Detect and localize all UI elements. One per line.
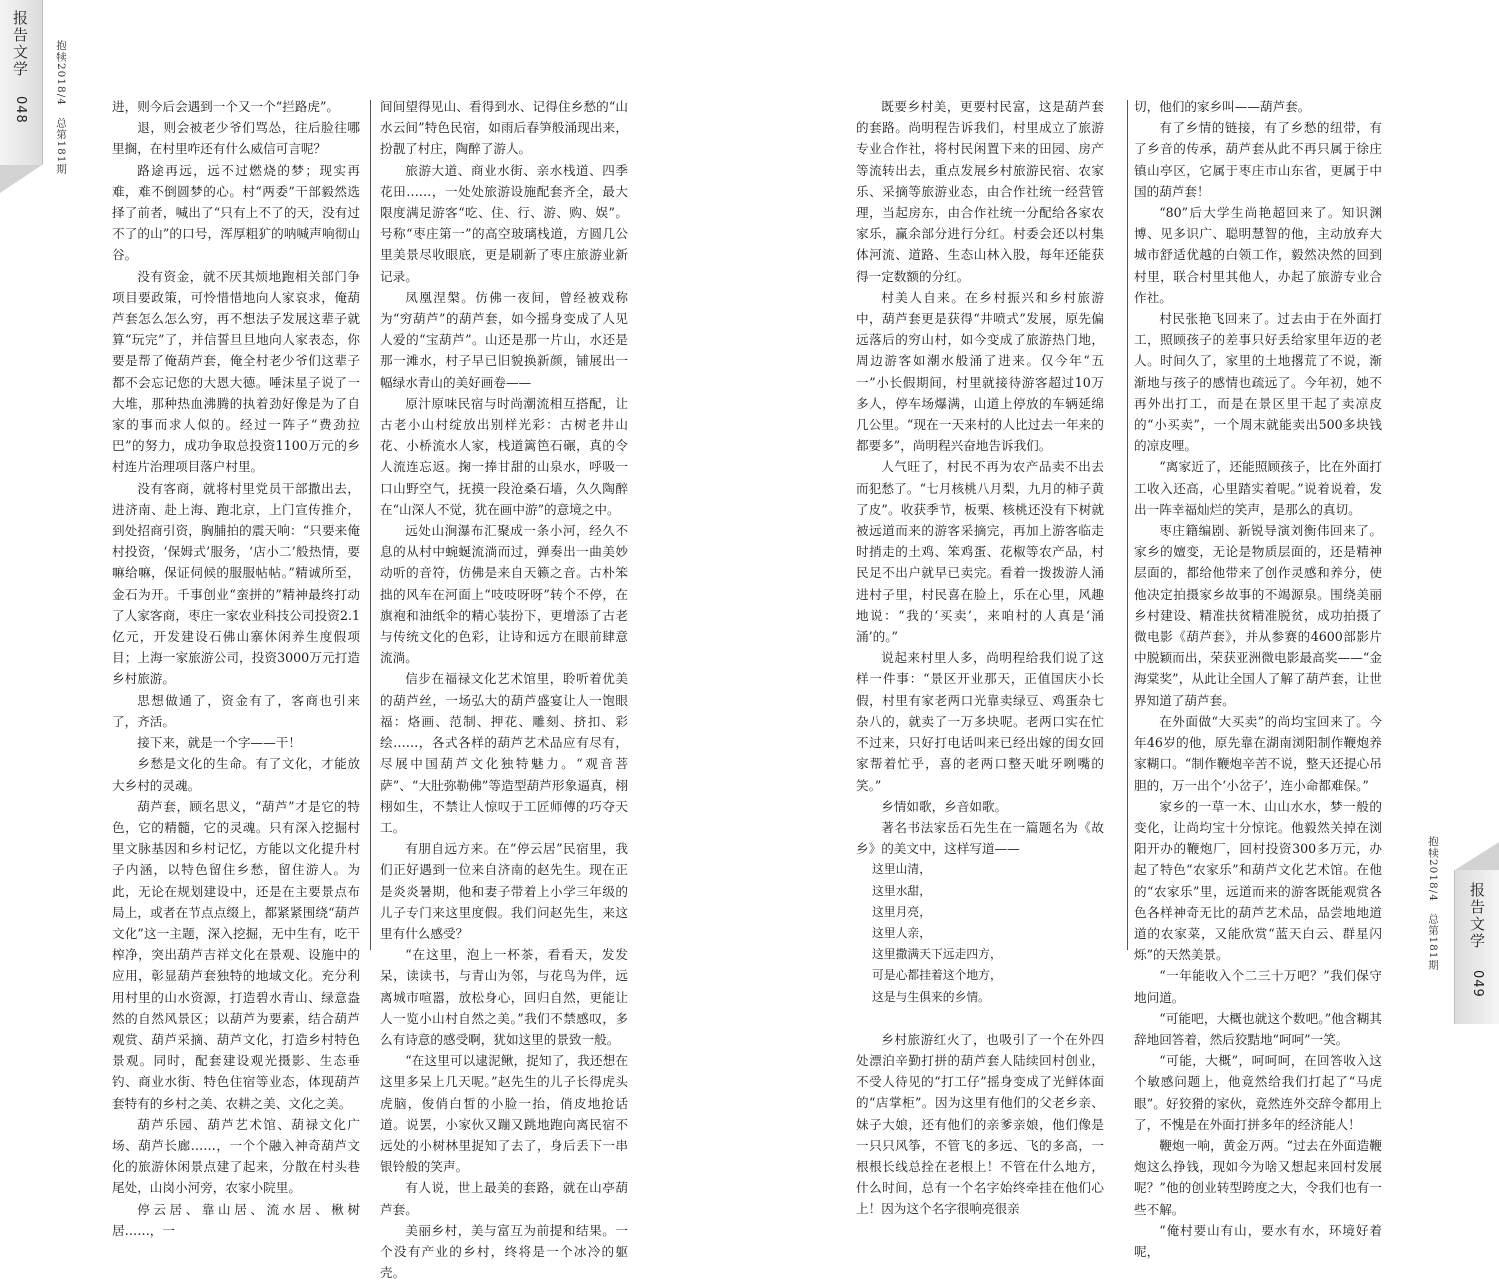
paragraph: “可能，大概”，呵呵呵，在回答收入这个敏感问题上，他竟然给我们打起了“马虎眼”。好狡猾的家伙，竟然连外交辞令都用上了，不愧是在外面打拼多年的经济能人！ xyxy=(1134,1053,1382,1132)
paragraph: 切，他们的家乡叫——葫芦套。 xyxy=(1134,99,1311,114)
left-page-column-1 xyxy=(112,96,360,1238)
paragraph: 家乡的一草一木、山山水水，梦一般的变化，让尚均宝十分惊诧。他毅然关掉在浏阳开办的鞭炮厂，回村投资300多万元，办起了特色“农家乐”和葫芦文化艺术馆。在他的“农家乐”里，远道而来的游客既能观赏各色各样神奇无比的葫芦艺术品，品尝地地道道的农家菜，又能欣赏“蓝天白云、群星闪烁”的天然美景。 xyxy=(1134,798,1382,963)
paragraph: 退，则会被老少爷们骂怂，往后脸往哪里搁，在村里咋还有什么威信可言呢？ xyxy=(112,120,360,157)
paragraph: “一年能收入个二三十万吧？”我们保守地问道。 xyxy=(1134,968,1382,1005)
left-column-divider xyxy=(370,100,371,950)
poem-line: 这是与生俱来的乡情。 xyxy=(872,989,990,1004)
paragraph: 接下来，就是一个字——干！ xyxy=(137,735,301,751)
paragraph: 村民张艳飞回来了。过去由于在外面打工，照顾孩子的差事只好丢给家里年迈的老人。时间久了，家里的土地撂荒了不说，渐渐地与孩子的感情也疏远了。今年初，她不再外出打工，而是在景区里干起了卖凉皮的“小买卖”，一个周末就能卖出500多块钱的凉皮哩。 xyxy=(1134,311,1382,454)
paragraph: 旅游大道、商业水街、亲水栈道、四季花田……，一处处旅游设施配套齐全，最大限度满足游客“吃、住、行、游、购、娱”。号称“枣庄第一”的高空玻璃栈道，方圆几公里美景尽收眼底，更是刷新了枣庄旅游业新记录。 xyxy=(380,162,628,284)
paragraph: 人气旺了，村民不再为农产品卖不出去而犯愁了。“七月核桃八月梨，九月的柿子黄了皮”。收获季节，板栗、核桃还没有下树就被远道而来的游客采摘完，再加上游客临走时捎走的土鸡、笨鸡蛋、花椒等农产品，村民足不出户就早已卖完。看着一拨拨游人涌进村子里，村民喜在脸上，乐在心里，风趣地说：“我的‘买卖’，来咱村的人真是‘涌涌’的。” xyxy=(856,459,1104,645)
paragraph: 说起来村里人多，尚明程给我们说了这样一件事：“景区开业那天，正值国庆小长假，村里有家老两口光靠卖绿豆、鸡蛋杂七杂八的，就卖了一万多块呢。老两口实在忙不过来，只好打电话叫来已经出嫁的闺女回家帮着忙乎，喜的老两口整天呲牙咧嘴的笑。” xyxy=(856,650,1104,793)
left-section-title: 报告文学 xyxy=(11,10,29,78)
poem-line: 这里月亮， xyxy=(872,904,931,919)
paragraph: 原汁原味民宿与时尚潮流相互搭配，让古老小山村绽放出别样光彩：古树老井山花、小桥流水人家，栈道篱笆石碾，真的令人流连忘返。掬一捧甘甜的山泉水，呼吸一口山野空气，抚摸一段沧桑石墙，久久陶醉在“山深人不觉，犹在画中游”的意境之中。 xyxy=(380,395,628,517)
paragraph: 有人说，世上最美的套路，就在山亭葫芦套。 xyxy=(380,1180,628,1217)
paragraph: 美丽乡村，美与富互为前提和结果。一个没有产业的乡村，终将是一个冰冷的躯壳。 xyxy=(380,1222,628,1281)
paragraph: 没有客商，就将村里党员干部撒出去，进济南、赴上海、跑北京，上门宣传推介，到处招商引资，胸脯拍的震天响：“只要来俺村投资，‘保姆式’服务，‘店小二’般热情，要嘛给嘛，保证伺候的服服帖帖。”精诚所至，金石为开。千事创业“蛮拼的”精神最终打动了人家客商，枣庄一家农业科技公司投资2.1亿元，开发建设石佛山寨休闲养生度假项目；上海一家旅游公司，投资3000万元打造乡村旅游。 xyxy=(112,480,360,687)
paragraph: 乡情如歌，乡音如歌。 xyxy=(881,798,1008,814)
left-page-column-2 xyxy=(380,96,628,1281)
right-column-divider xyxy=(1127,100,1128,950)
paragraph: 枣庄籍编剧、新锐导演刘衡伟回来了。家乡的嬗变，无论是物质层面的，还是精神层面的，都给他带来了创作灵感和养分，使他决定拍摄家乡故事的不竭源泉。围绕美丽乡村建设、精准扶贫精准脱贫，成功拍摄了微电影《葫芦套》，并从参赛的4600部影片中脱颖而出，荣获亚洲微电影最高奖——“金海棠奖”，从此让全国人了解了葫芦套，让世界知道了葫芦套。 xyxy=(1134,523,1382,708)
paragraph: 信步在福禄文化艺术馆里，聆听着优美的葫芦丝，一场弘大的葫芦盛宴让人一饱眼福：烙画、范制、押花、雕刻、挤扣、彩绘……，各式各样的葫芦艺术品应有尽有，尽展中国葫芦文化独特魅力。“观音菩萨”、“大肚弥勒佛”等造型葫芦形象逼真，栩栩如生，不禁让人惊叹于工匠师傅的巧夺天工。 xyxy=(380,671,628,835)
paragraph: “在这里可以逮泥鳅，捉知了，我还想在这里多呆上几天呢。”赵先生的儿子长得虎头虎脑，俊俏白皙的小脸一抬，俏皮地抢话道。说罢，小家伙又蹦又跳地跑向离民宿不远处的小树林里捉知了去了，身后丢下一串银铃般的笑声。 xyxy=(380,1053,628,1175)
paragraph: 停云居、靠山居、流水居、楸树居……，一 xyxy=(112,1201,360,1238)
paragraph: 在外面做“大买卖”的尚均宝回来了。今年46岁的他，原先靠在湖南浏阳制作鞭炮养家糊口。“制作鞭炮辛苦不说，整天还提心吊胆的，万一出个‘小岔子’，连小命都难保。” xyxy=(1134,713,1382,793)
paragraph: 村美人自来。在乡村振兴和乡村旅游中，葫芦套更是获得“井喷式”发展，原先偏远落后的穷山村，如今变成了旅游热门地，周边游客如潮水般涌了进来。仅今年“五一”小长假期间，村里就接待游客超过10万多人，停车场爆满，山道上停放的车辆延绵几公里。“现在一天来村的人比过去一年来的都要多”，尚明程兴奋地告诉我们。 xyxy=(856,289,1104,454)
poem-line: 这里人亲， xyxy=(872,925,931,940)
right-section-tab xyxy=(1454,870,1499,1024)
paragraph: 凤凰涅槃。仿佛一夜间，曾经被戏称为“穷葫芦”的葫芦套，如今摇身变成了人见人爱的“宝葫芦”。山还是那一片山，水还是那一滩水，村子早已旧貌换新颜，铺展出一幅绿水青山的美好画卷—— xyxy=(380,289,628,390)
right-page-number: 049 xyxy=(1470,970,1485,998)
paragraph: “80”后大学生尚艳超回来了。知识渊博、见多识广、聪明慧智的他，主动放弃大城市舒适优越的白领工作，毅然决然的回到村里，联合村里其他人，办起了旅游专业合作社。 xyxy=(1134,205,1382,305)
paragraph: 鞭炮一响，黄金万两。“过去在外面造鞭炮这么挣钱，现如今为啥又想起来回村发展呢？”他的创业转型跨度之大，令我们也有一些不解。 xyxy=(1134,1137,1382,1217)
paragraph: “俺村要山有山，要水有水，环境好着呢， xyxy=(1134,1222,1382,1259)
paragraph: 葫芦乐园、葫芦艺术馆、葫禄文化广场、葫芦长廊……，一个个融入神奇葫芦文化的旅游休闲景点建了起来，分散在村头巷尾处，山岗小河旁，农家小院里。 xyxy=(112,1116,360,1196)
right-tab-fold xyxy=(1455,842,1499,870)
left-page-number: 048 xyxy=(13,96,28,124)
paragraph: 既要乡村美，更要村民富，这是葫芦套的套路。尚明程告诉我们，村里成立了旅游专业合作社，将村民闲置下来的田园、房产等流转出去，重点发展乡村旅游民宿、农家乐、采摘等旅游业态，由合作社统一经营管理，当起房东，由合作社统一分配给各家农家乐，赢余部分进行分红。村委会还以村集体河流、道路、生态山林入股，每年还能获得一定数额的分红。 xyxy=(856,99,1104,284)
paragraph: 思想做通了，资金有了，客商也引来了，齐活。 xyxy=(112,692,360,729)
paragraph: 有了乡情的链接，有了乡愁的纽带，有了乡音的传承，葫芦套从此不再只属于徐庄镇山亭区，它属于枣庄市山东省，更属于中国的葫芦套！ xyxy=(1134,120,1382,199)
poem-line: 这里山清， xyxy=(872,862,931,877)
paragraph: “可能吧，大概也就这个数吧。”他含糊其辞地回答着，然后狡黠地“呵呵”一笑。 xyxy=(1134,1010,1382,1047)
paragraph: 没有资金，就不厌其烦地跑相关部门争项目要政策，可怜惜惜地向人家哀求，俺葫芦套怎么怎么穷，再不想法子发展这辈子就算“玩完”了，并信誓旦旦地向人家表态，你要是帮了俺葫芦套，俺全村老少爷们这辈子都不会忘记您的大恩大德。唾沫星子说了一大堆，那种热血沸腾的执着劲好像是为了自家的事而求人似的。经过一阵子“费劲拉巴”的努力，成功争取总投资1100万元的乡村连片治理项目落户村里。 xyxy=(112,268,360,475)
paragraph: 葫芦套，顾名思义，“葫芦”才是它的特色，它的精髓，它的灵魂。只有深入挖掘村里文脉基因和乡村记忆，方能以文化提升村子内涵，以特色留住乡愁，留住游人。为此，无论在规划建设中，还是在主要景点布局上，或者在节点点缀上，都紧紧围绕“葫芦文化”这一主题，深入挖掘，无中生有，吃干榨净，突出葫芦吉祥文化在景观、设施中的应用，彰显葫芦套独特的地域文化。充分利用村里的山水资源，打造碧水青山、绿意盎然的自然风景区；以葫芦为要素，结合葫芦观赏、葫芦采摘、葫芦文化，打造乡村特色景观。同时，配套建设观光摄影、生态垂钓、商业水街、特色住宿等业态，体现葫芦套特有的乡村之美、农耕之美、文化之美。 xyxy=(112,798,360,1111)
right-page-column-1 xyxy=(856,96,1104,1217)
poem-line: 可是心都挂着这个地方， xyxy=(872,968,1002,983)
paragraph: 乡村旅游红火了，也吸引了一个在外四处漂泊辛勤打拼的葫芦套人陆续回村创业，不受人待见的“打工仔”摇身变成了光鲜体面的“店掌柜”。因为这里有他们的父老乡亲、妹子大娘，还有他们的亲爹亲娘，他们像是一只只风筝，不管飞的多远、飞的多高，一根根长线总拴在老根上！不管在什么地方，什么时间，总有一个名字始终牵挂在他们心上！因为这个名字很响亮很亲 xyxy=(856,1031,1104,1217)
left-running-head: 抱犊2018/4 总第181期 xyxy=(55,40,67,175)
right-running-head: 抱犊2018/4 总第181期 xyxy=(1427,836,1439,971)
paragraph: 远处山涧瀑布汇聚成一条小河，经久不息的从村中蜿蜒流淌而过，弹奏出一曲美妙动听的音符，仿佛是来自天籁之音。古朴笨拙的风车在河面上“吱吱呀呀”转个不停，在旗袍和油纸伞的精心装扮下，更增添了古老与传统文化的色彩，让诗和远方在眼前肆意流淌。 xyxy=(380,523,628,666)
right-page-column-2 xyxy=(1134,96,1382,1259)
poem-line: 这里水甜， xyxy=(872,883,931,898)
right-section-title: 报告文学 xyxy=(1468,882,1486,950)
paragraph: “离家近了，还能照顾孩子，比在外面打工收入还高，心里踏实着呢。”说着说着，发出一阵幸福灿烂的笑声，是那么的真切。 xyxy=(1134,459,1382,517)
left-section-tab xyxy=(0,0,43,165)
paragraph: 有朋自远方来。在“停云居”民宿里，我们正好遇到一位来自济南的赵先生。现在正是炎炎暑期，他和妻子带着上小学三年级的儿子专门来这里度假。我们问赵先生，来这里有什么感受？ xyxy=(380,841,628,941)
left-tab-fold xyxy=(0,165,42,193)
paragraph: 进，则今后会遇到一个又一个“拦路虎”。 xyxy=(112,99,339,114)
paragraph: 路途再远，远不过燃烧的梦；现实再难，难不倒圆梦的心。村“两委”干部毅然选择了前者，喊出了“只有上不了的天，没有过不了的山”的口号，浑厚粗犷的呐喊声响彻山谷。 xyxy=(112,162,360,263)
poem-line: 这里撒满天下远走四方， xyxy=(872,947,1002,962)
paragraph: 著名书法家岳石先生在一篇题名为《故乡》的美文中，这样写道—— xyxy=(856,819,1104,857)
paragraph: 间间望得见山、看得到水、记得住乡愁的“山水云间”特色民宿，如雨后春笋般涌现出来，扮靓了村庄，陶醉了游人。 xyxy=(380,99,628,157)
paragraph: 乡愁是文化的生命。有了文化，才能放大乡村的灵魂。 xyxy=(112,756,360,793)
paragraph: “在这里，泡上一杯茶，看看天，发发呆，读读书，与青山为邻，与花鸟为伴，远离城市喧嚣，放松身心，回归自然，更能让人一览小山村自然之美。”我们不禁感叹，多么有诗意的感受啊，犹如这里的景致一般。 xyxy=(380,947,628,1047)
